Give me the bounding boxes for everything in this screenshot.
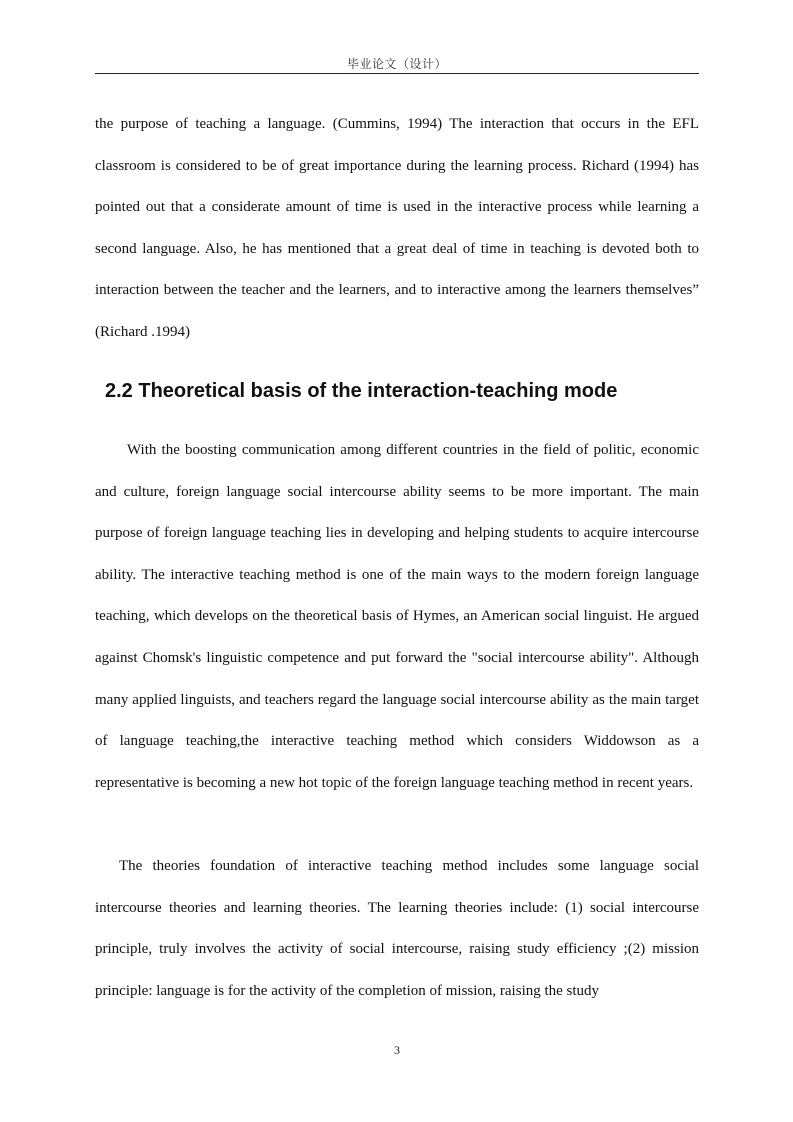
body-paragraph-2: With the boosting communication among different countries in the field of politic, economic and culture, foreign language social intercourse ability seems to be more important. The main purpose of foreign language teaching lies in developing and helping students to acquire intercourse ability. The interactive teaching method is one of the main ways to the modern foreign language teaching, which develops on the theoretical basis of Hymes, an American social linguist. He argued against Chomsk's linguistic competence and put forward the "social intercourse ability". Although many applied linguists, and teachers regard the language social intercourse ability as the main target of language teaching,the interactive teaching method which considers Widdowson as a representative is becoming a new hot topic of the foreign language teaching method in recent years. xyxy=(95,442,699,791)
page-header: 毕业论文（设计） xyxy=(346,57,447,71)
header-divider xyxy=(95,73,699,74)
body-paragraph-1: the purpose of teaching a language. (Cummins, 1994) The interaction that occurs in the EFL classroom is considered to be of great importance during the learning process. Richard (1994) has pointed out that a considerate amount of time is used in the interactive process while learning a second language. Also, he has mentioned that a great deal of time in teaching is devoted both to interaction between the teacher and the learners, and to interactive among the learners themselves” (Richard .1994) xyxy=(95,116,699,340)
section-heading: 2.2 Theoretical basis of the interaction-teaching mode xyxy=(105,380,618,402)
page-number: 3 xyxy=(394,1043,400,1057)
body-paragraph-3: The theories foundation of interactive teaching method includes some language social intercourse theories and learning theories. The learning theories include: (1) social intercourse principle, truly involves the activity of social intercourse, raising study efficiency ;(2) mission principle: language is for the activity of the completion of mission, raising the study xyxy=(95,858,699,999)
